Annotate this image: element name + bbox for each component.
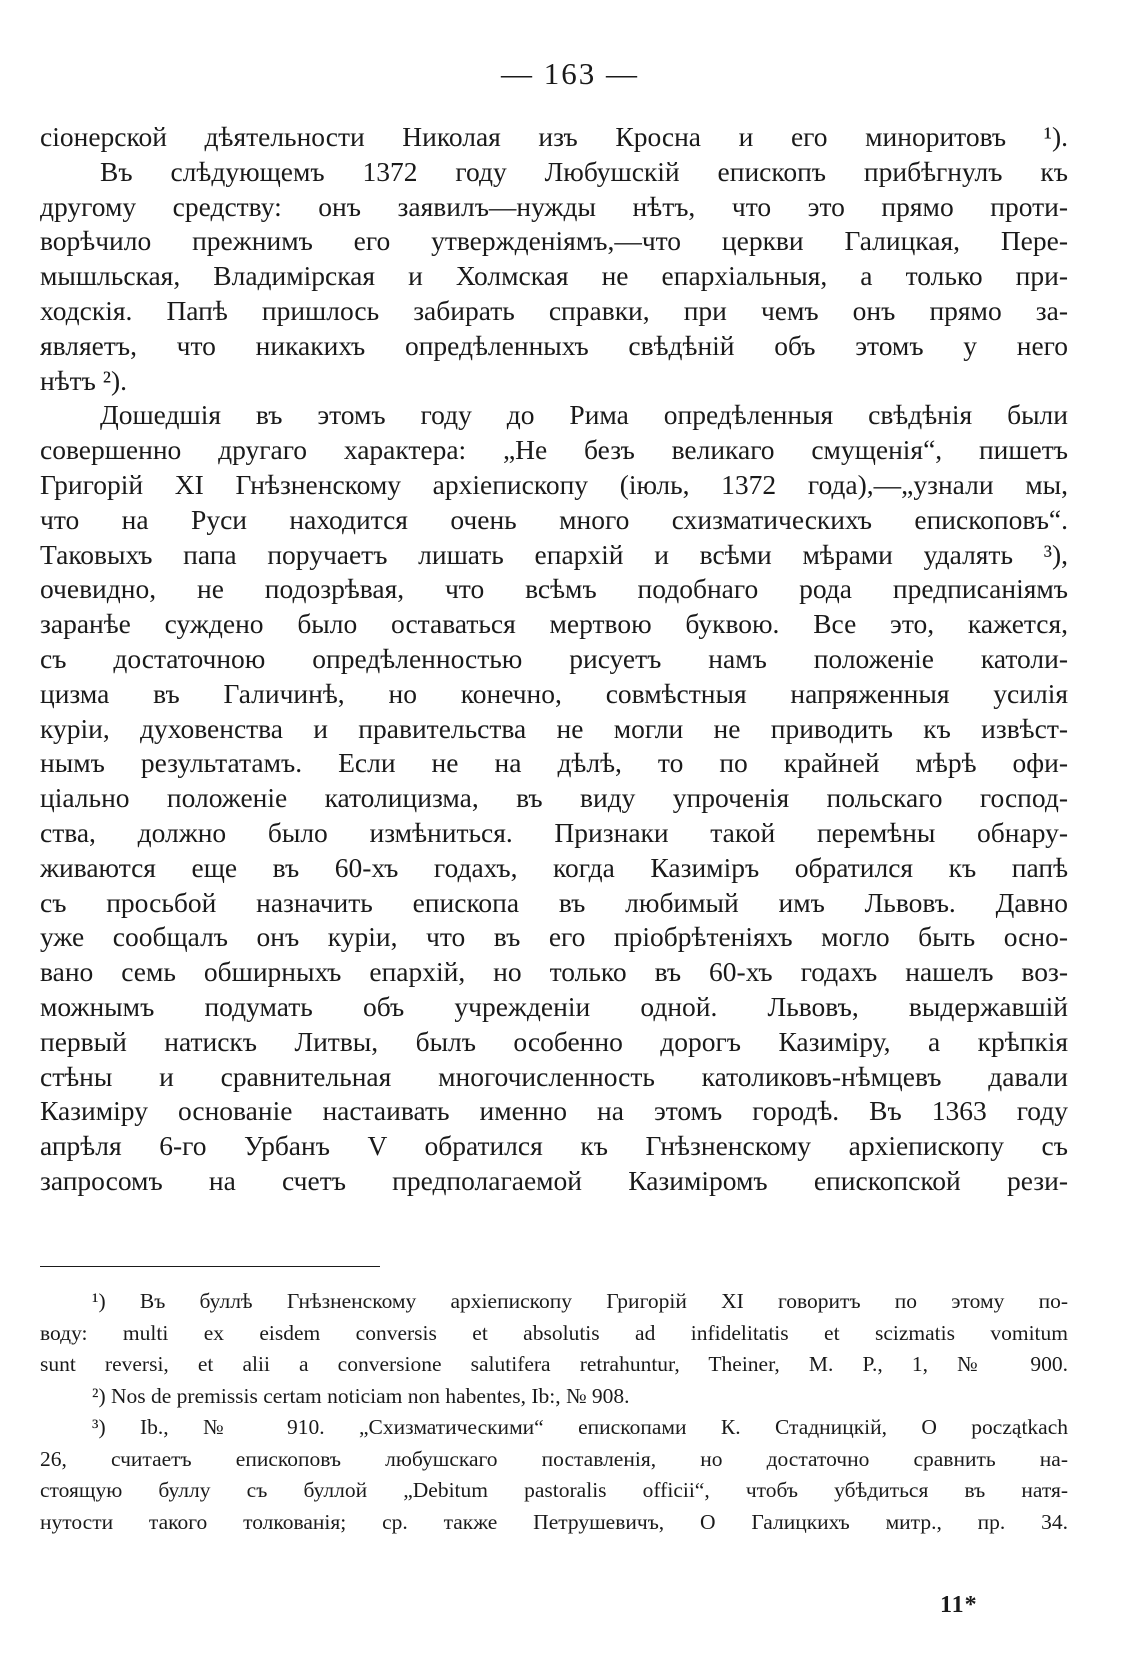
- text-line: уже сообщалъ онъ куріи, что въ его пріобрѣтеніяхъ могло быть осно-: [40, 921, 1068, 953]
- text-line: первый натискъ Литвы, былъ особенно дорогъ Казиміру, а крѣпкія: [40, 1025, 1068, 1057]
- text-line: куріи, духовенства и правительства не могли не приводить къ извѣст-: [40, 712, 1068, 744]
- footnote-line: sunt reversi, et alii a conversione salutifera retrahuntur, Theiner, M. P., 1, № 900.: [40, 1352, 1068, 1376]
- text-line: стѣны и сравнительная многочисленность католиковъ-нѣмцевъ давали: [40, 1060, 1068, 1092]
- text-line: съ просьбой назначить епископа въ любимый имъ Львовъ. Давно: [40, 886, 1068, 918]
- text-line: очевидно, не подозрѣвая, что всѣмъ подобнаго рода предписаніямъ: [40, 573, 1068, 605]
- text-line: можнымъ подумать объ учрежденіи одной. Львовъ, выдержавшій: [40, 990, 1068, 1022]
- footnote-divider: [40, 1266, 380, 1267]
- text-line: заранѣе суждено было оставаться мертвою буквою. Все это, кажется,: [40, 608, 1068, 640]
- text-line: Дошедшія въ этомъ году до Рима опредѣленныя свѣдѣнія были: [100, 399, 1068, 431]
- text-line: совершенно другаго характера: „Не безъ великаго смущенія“, пишетъ: [40, 434, 1068, 466]
- footnote-line: ¹) Въ буллѣ Гнѣзненскому архіепископу Григорій XI говоритъ по этому по-: [92, 1289, 1068, 1313]
- footnote-line: нутости такого толкованія; ср. также Петрушевичъ, О Галицкихъ митр., пр. 34.: [40, 1509, 1068, 1534]
- text-line: цизма въ Галичинѣ, но конечно, совмѣстныя напряженныя усилія: [40, 677, 1068, 709]
- footnote-line: воду: multi ex eisdem conversis et absolutis ad infidelitatis et scizmatis vomitum: [40, 1320, 1068, 1345]
- page-number: — 163 —: [501, 56, 639, 91]
- main-text: [40, 120, 1068, 1199]
- text-line: являетъ, что никакихъ опредѣленныхъ свѣдѣній объ этомъ у него: [40, 329, 1068, 361]
- text-line: живаются еще въ 60-хъ годахъ, когда Казиміръ обратился къ папѣ: [40, 851, 1068, 883]
- text-line: Казиміру основаніе настаивать именно на этомъ городѣ. Въ 1363 году: [40, 1095, 1068, 1127]
- footnote-line: ³) Ib., № 910. „Схизматическими“ епископами К. Стадницкій, O początkach: [92, 1415, 1068, 1439]
- text-line: ства, должно было измѣниться. Признаки такой перемѣны обнару-: [40, 816, 1068, 848]
- footnote-line: ²) Nos de premissis certam noticiam non habentes, Ib:, № 908.: [92, 1383, 630, 1408]
- text-line: запросомъ на счетъ предполагаемой Казиміромъ епископской рези-: [40, 1164, 1068, 1196]
- text-line: ходскія. Папѣ пришлось забирать справки, при чемъ онъ прямо за-: [40, 294, 1068, 326]
- text-line: мышльская, Владимірская и Холмская не епархіальныя, а только при-: [40, 260, 1068, 292]
- text-line: другому средству: онъ заявилъ—нужды нѣтъ, что это прямо проти-: [40, 190, 1068, 222]
- text-line: Въ слѣдующемъ 1372 году Любушскій епископъ прибѣгнулъ къ: [100, 155, 1068, 187]
- text-line: что на Руси находится очень много схизматическихъ епископовъ“.: [40, 503, 1068, 535]
- footnote-line: 26, считаетъ епископовъ любушскаго поставленія, но достаточно сравнить на-: [40, 1446, 1068, 1471]
- signature-mark: 11*: [940, 1592, 978, 1618]
- text-line: вано семь обширныхъ епархій, но только въ 60-хъ годахъ нашелъ воз-: [40, 956, 1068, 988]
- footnote-line: стоящую буллу съ буллой „Debitum pastoralis officii“, чтобъ убѣдиться въ натя-: [40, 1478, 1068, 1502]
- footnotes: [40, 1286, 1068, 1538]
- text-line: Таковыхъ папа поручаетъ лишать епархій и всѣми мѣрами удалять ³),: [40, 538, 1068, 570]
- text-line: сіонерской дѣятельности Николая изъ Кросна и его миноритовъ ¹).: [40, 121, 1068, 152]
- text-line: нѣтъ ²).: [40, 364, 128, 396]
- text-line: ціально положеніе католицизма, въ виду упроченія польскаго господ-: [40, 782, 1068, 814]
- text-line: съ достаточною опредѣленностью рисуетъ намъ положеніе католи-: [40, 642, 1068, 674]
- text-line: нымъ результатамъ. Если не на дѣлѣ, то по крайней мѣрѣ офи-: [40, 747, 1068, 779]
- text-line: ворѣчило прежнимъ его утвержденіямъ,—что церкви Галицкая, Пере-: [40, 225, 1068, 257]
- text-line: апрѣля 6-го Урбанъ V обратился къ Гнѣзненскому архіепископу съ: [40, 1130, 1068, 1162]
- text-line: Григорій XI Гнѣзненскому архіепископу (іюль, 1372 года),—„узнали мы,: [40, 468, 1068, 500]
